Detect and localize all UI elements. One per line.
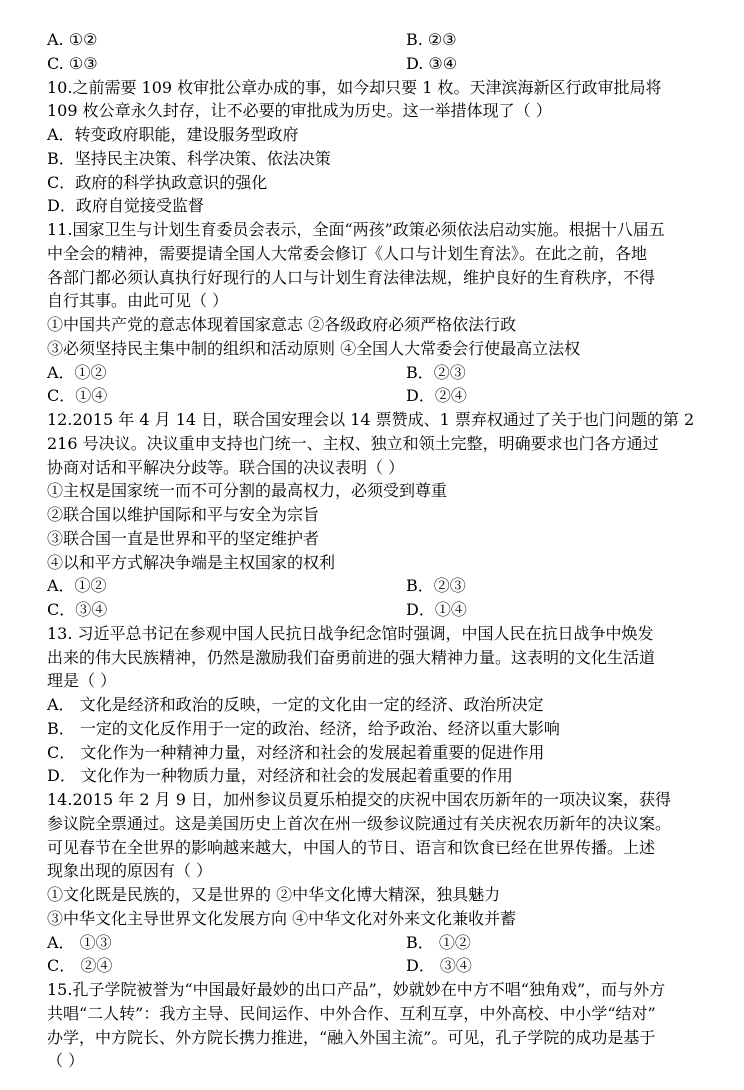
q12-item-2: ②联合国以维护国际和平与安全为宗旨 [47,505,320,524]
q11-options-row-1 [47,361,697,385]
q13-option-a: A． 文化是经济和政治的反映，一定的文化由一定的经济、政治所决定 [47,695,544,714]
q12-item-4: ④以和平方式解决争端是主权国家的权利 [47,552,336,572]
q13-stem-line-3: 理是（ ） [47,671,117,691]
q13-stem-line-2: 出来的伟大民族精神，仍然是激励我们奋勇前进的强大精神力量。这表明的文化生活道 [47,647,656,667]
q14-stem-line-3: 可见春节在全世界的影响越来越大，中国人的节日、语言和饮食已经在世界传播。上述 [47,837,656,857]
q9-option-b: B. ②③ [406,30,457,49]
q10-option-a: A．转变政府职能，建设服务型政府 [47,125,299,144]
q13-option-d: D． 文化作为一种物质力量，对经济和社会的发展起着重要的作用 [47,766,513,786]
exam-page [47,28,697,1073]
q11-stem-line-3: 各部门都必须认真执行好现行的人口与计划生育法律法规，维护良好的生育秩序，不得 [47,267,656,287]
q12-options-row-1 [47,574,697,598]
q12-item-1: ①主权是国家统一而不可分割的最高权力，必须受到尊重 [47,481,448,501]
q10-option-b: B．坚持民主决策、科学决策、依法决策 [47,148,331,168]
q11-option-a: A．①② [47,362,107,382]
q13-option-c: C． 文化作为一种精神力量，对经济和社会的发展起着重要的促进作用 [47,742,545,762]
q12-stem-line-1: 12.2015 年 4 月 14 日，联合国安理会以 14 票赞成、1 票弃权通过了关于也门问题的第 2 [47,410,695,429]
q9-options-row-1 [47,28,697,52]
q10-stem-line-1: 10.之前需要 109 枚审批公章办成的事，如今却只要 1 枚。天津滨海新区行政审批局将 [47,77,662,97]
q12-stem-line-3: 协商对话和平解决分歧等。联合国的决议表明（ ） [47,457,405,477]
q14-options-row-2 [47,954,697,978]
q14-item-line-2: ③中华文化主导世界文化发展方向 ④中华文化对外来文化兼收并蓄 [47,908,517,928]
q11-item-line-1: ①中国共产党的意志体现着国家意志 ②各级政府必须严格依法行政 [47,315,517,334]
q12-option-d: D．①④ [406,600,467,619]
q12-option-b: B．②③ [406,576,466,596]
q14-option-a: A． ①③ [47,932,112,952]
q10-option-d: D．政府自觉接受监督 [47,196,204,216]
q11-options-row-2 [47,384,697,408]
q15-stem-line-3: 办学，中方院长、外方院长携力推进，“融入外国主流”。可见，孔子学院的成功是基于 [47,1027,656,1047]
q11-stem-line-1: 11.国家卫生与计划生育委员会表示，全面“两孩”政策必须依法启动实施。根据十八届五 [47,220,665,239]
q14-option-d: D． ③④ [406,956,472,976]
q15-stem-line-4: （ ） [47,1051,85,1071]
q9-options-row-2 [47,52,697,76]
q11-option-b: B．②③ [406,362,466,382]
q11-option-c: C．①④ [47,386,108,406]
q14-stem-line-1: 14.2015 年 2 月 9 日，加州参议员夏乐柏提交的庆祝中国农历新年的一项决议案，获得 [47,790,671,809]
q12-option-c: C．③④ [47,600,108,619]
q11-stem-line-2: 中全会的精神，需要提请全国人大常委会修订《人口与计划生育法》。在此之前，各地 [47,243,648,263]
q9-option-d: D. ③④ [406,53,458,73]
q14-option-c: C． ②④ [47,956,113,976]
q15-stem-line-1: 15.孔子学院被誉为“中国最好最妙的出口产品”，妙就妙在中方不唱“独角戏”，而与外方 [47,980,666,999]
q11-stem-line-4: 自行其事。由此可见（ ） [47,291,229,311]
q13-option-b: B． 一定的文化反作用于一定的政治、经济，给予政治、经济以重大影响 [47,718,560,738]
q12-stem-line-2: 216 号决议。决议重申支持也门统一、主权、独立和领土完整，明确要求也门各方通过 [47,433,659,453]
q10-option-c: C．政府的科学执政意识的强化 [47,172,268,192]
q12-option-a: A．①② [47,576,107,596]
q11-item-line-2: ③必须坚持民主集中制的组织和活动原则 ④全国人大常委会行使最高立法权 [47,338,581,358]
q11-option-d: D．②④ [406,386,467,406]
q13-stem-line-1: 13. 习近平总书记在参观中国人民抗日战争纪念馆时强调，中国人民在抗日战争中焕发 [47,623,654,643]
q9-option-a: A. ①② [47,30,98,49]
q15-stem-line-2: 共唱“二人转”：我方主导、民间运作、中外合作、互利互享，中外高校、中小学“结对” [47,1003,656,1023]
q12-options-row-2 [47,598,697,622]
q9-option-c: C. ①③ [47,53,98,73]
q14-stem-line-2: 参议院全票通过。这是美国历史上首次在州一级参议院通过有关庆祝农历新年的决议案。 [47,813,672,833]
q14-item-line-1: ①文化既是民族的，又是世界的 ②中华文化博大精深，独具魅力 [47,885,501,904]
q14-options-row-1 [47,931,697,955]
q12-item-3: ③联合国一直是世界和平的坚定维护者 [47,528,320,548]
q10-stem-line-2: 109 枚公章永久封存，让不必要的审批成为历史。这一举措体现了（ ） [47,101,552,121]
q14-stem-line-4: 现象出现的原因有（ ） [47,861,213,881]
q14-option-b: B． ①② [406,932,471,952]
